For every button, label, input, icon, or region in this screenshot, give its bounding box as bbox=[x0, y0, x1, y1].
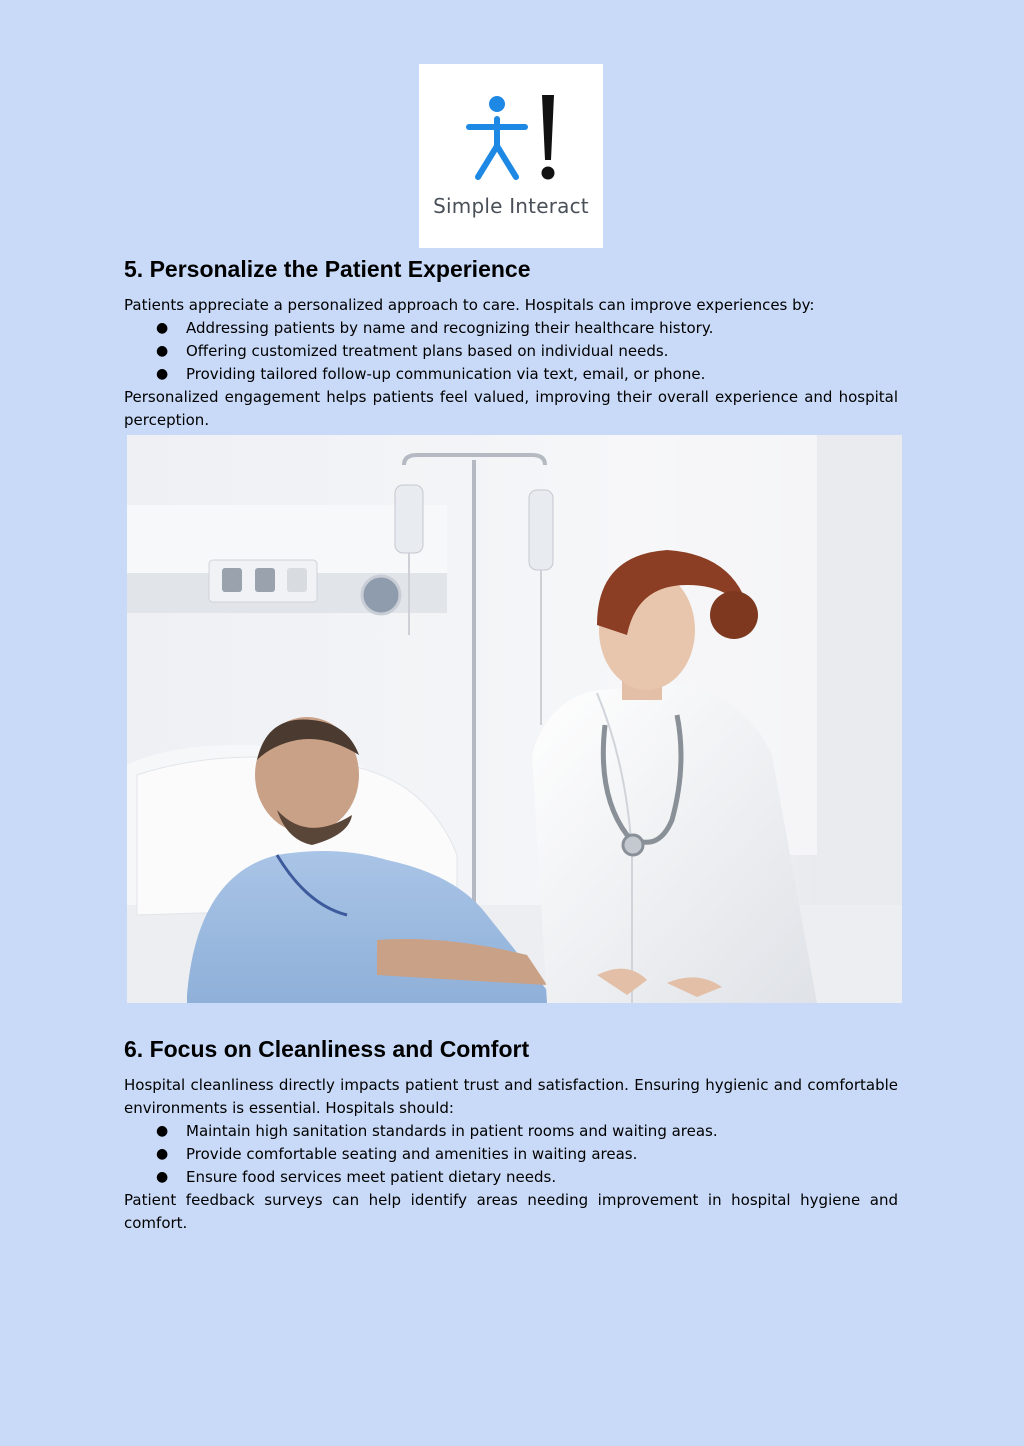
hospital-room-image bbox=[127, 435, 902, 1003]
bullet-list bbox=[124, 317, 898, 386]
section-closing: Personalized engagement helps patients feel valued, improving their overall experience and hospital perception. bbox=[124, 388, 898, 429]
list-item: ● Addressing patients by name and recognizing their healthcare history. bbox=[124, 317, 898, 340]
bullet-icon: ● bbox=[156, 1169, 169, 1185]
bullet-icon: ● bbox=[156, 1146, 169, 1162]
bullet-icon: ● bbox=[156, 320, 169, 336]
list-item: ● Offering customized treatment plans based on individual needs. bbox=[124, 340, 898, 363]
doctor-patient-photo bbox=[127, 435, 902, 1003]
section-heading: 5. Personalize the Patient Experience bbox=[124, 256, 531, 282]
section-heading: 6. Focus on Cleanliness and Comfort bbox=[124, 1036, 530, 1062]
bullet-icon: ● bbox=[156, 366, 169, 382]
list-item: ● Providing tailored follow-up communication via text, email, or phone. bbox=[124, 363, 898, 386]
section-intro: Patients appreciate a personalized approach to care. Hospitals can improve experiences by: bbox=[124, 296, 815, 314]
logo-wordmark: Simple Interact bbox=[433, 194, 589, 218]
bullet-icon: ● bbox=[156, 343, 169, 359]
section-personalize bbox=[124, 254, 898, 432]
list-item: ● Maintain high sanitation standards in patient rooms and waiting areas. bbox=[124, 1120, 898, 1143]
list-item: ● Ensure food services meet patient dietary needs. bbox=[124, 1166, 898, 1189]
list-item: ● Provide comfortable seating and amenities in waiting areas. bbox=[124, 1143, 898, 1166]
section-intro: Hospital cleanliness directly impacts patient trust and satisfaction. Ensuring hygienic and comfortable environments is essential. Hospitals should: bbox=[124, 1076, 898, 1117]
simple-interact-logo bbox=[419, 64, 603, 248]
person-exclamation-icon bbox=[419, 64, 603, 248]
bullet-icon: ● bbox=[156, 1123, 169, 1139]
section-cleanliness bbox=[124, 1034, 898, 1235]
section-closing: Patient feedback surveys can help identify areas needing improvement in hospital hygiene and comfort. bbox=[124, 1191, 898, 1232]
bullet-list bbox=[124, 1120, 898, 1189]
